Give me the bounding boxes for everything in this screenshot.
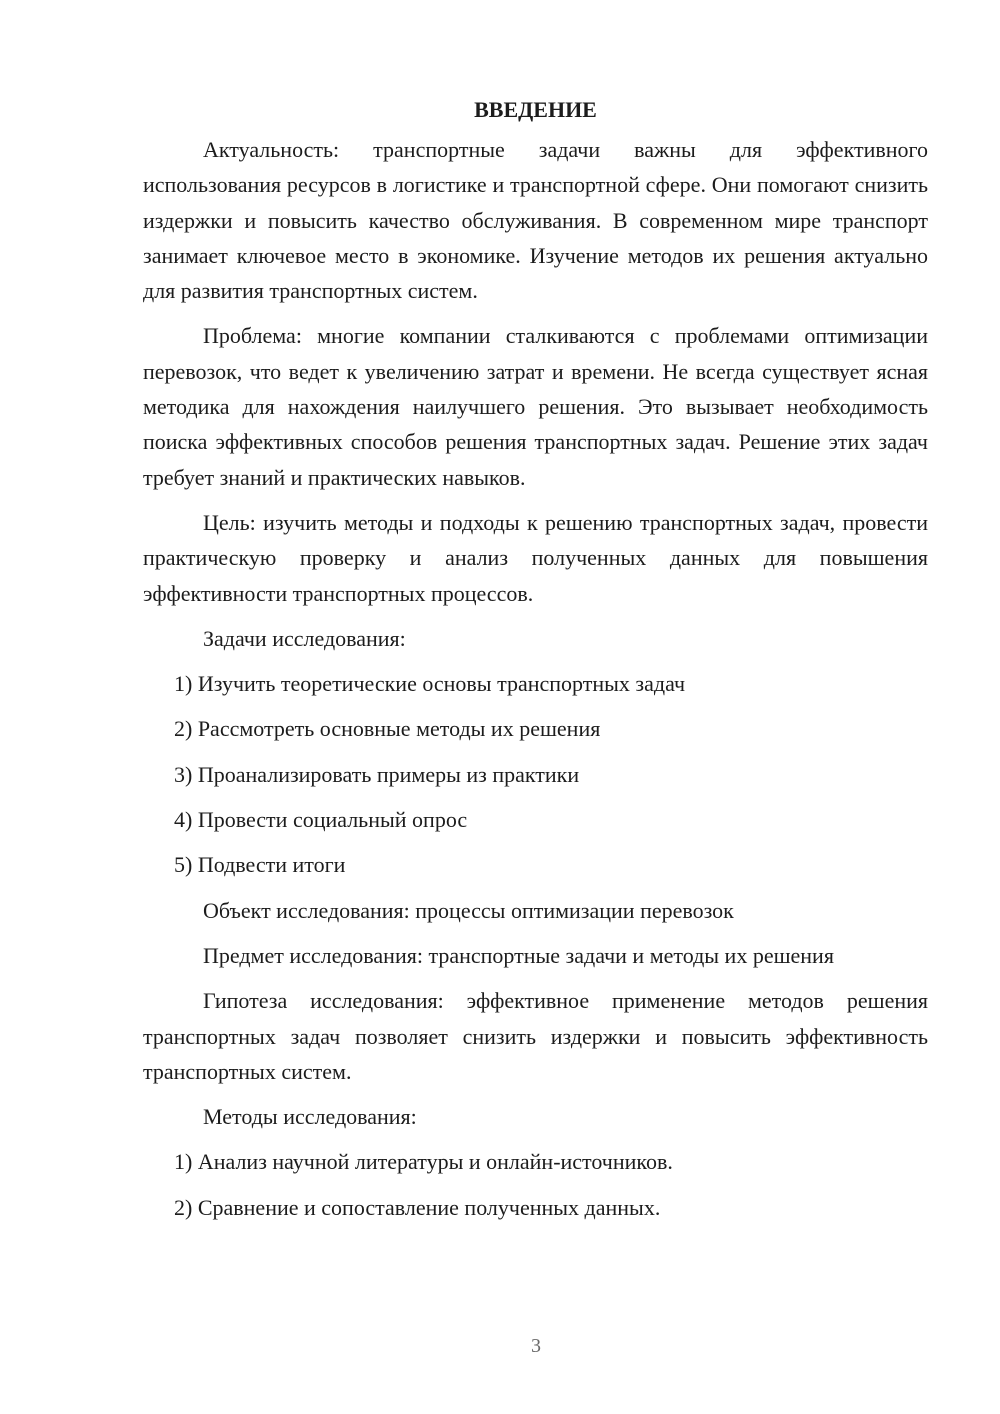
- task-item: 2) Рассмотреть основные методы их решения: [174, 716, 601, 742]
- problem-paragraph: Проблема: многие компании сталкиваются с проблемами оптимизации перевозок, что ведет к увеличению затрат и времени. Не всегда существует ясная методика для нахождения наилучшего решения. Это вызывает необходимость поиска эффективных способов решения транспортных задач. Решение этих задач требует знаний и практических навыков.: [143, 323, 928, 490]
- task-item: 3) Проанализировать примеры из практики: [174, 761, 580, 787]
- research-subject: Предмет исследования: транспортные задачи и методы их решения: [203, 942, 834, 968]
- document-page: [143, 92, 928, 1235]
- task-item: 1) Изучить теоретические основы транспортных задач: [174, 671, 686, 697]
- method-item: 2) Сравнение и сопоставление полученных данных.: [174, 1194, 661, 1220]
- section-title: ВВЕДЕНИЕ: [474, 97, 597, 122]
- research-object: Объект исследования: процессы оптимизации перевозок: [203, 897, 734, 923]
- method-item: 1) Анализ научной литературы и онлайн-источников.: [174, 1149, 673, 1175]
- hypothesis-paragraph: Гипотеза исследования: эффективное применение методов решения транспортных задач позволяет снизить издержки и повысить эффективность транспортных систем.: [143, 988, 928, 1084]
- task-item: 4) Провести социальный опрос: [174, 807, 468, 833]
- tasks-label: Задачи исследования:: [203, 625, 406, 651]
- relevance-paragraph: Актуальность: транспортные задачи важны для эффективного использования ресурсов в логистике и транспортной сфере. Они помогают снизить издержки и повысить качество обслуживания. В современном мире транспорт занимает ключевое место в экономике. Изучение методов их решения актуально для развития транспортных систем.: [143, 137, 928, 304]
- page-number: 3: [531, 1335, 541, 1357]
- goal-paragraph: Цель: изучить методы и подходы к решению транспортных задач, провести практическую проверку и анализ полученных данных для повышения эффективности транспортных процессов.: [143, 509, 928, 606]
- task-item: 5) Подвести итоги: [174, 852, 346, 878]
- methods-label: Методы исследования:: [203, 1104, 417, 1130]
